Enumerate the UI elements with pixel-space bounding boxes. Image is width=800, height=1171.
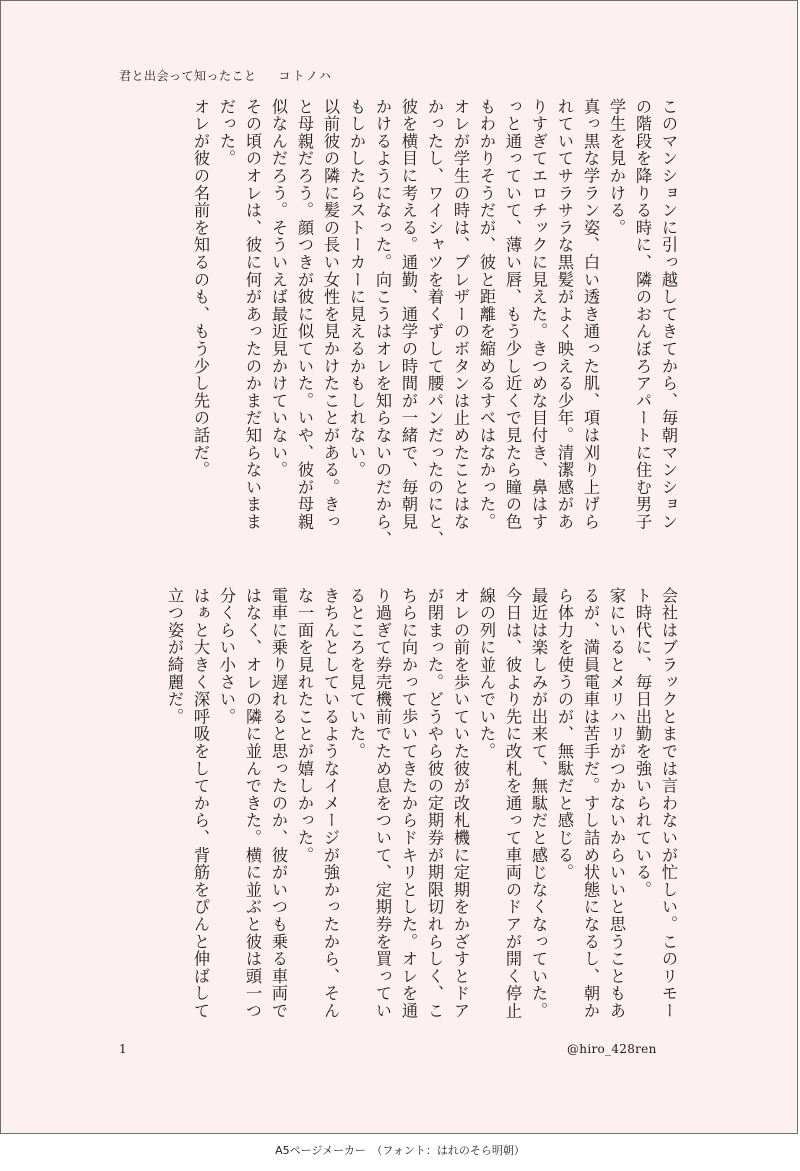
text-line: 以前彼の隣に髪の長い女性を見かけたことがある。きっ <box>321 98 340 531</box>
text-line: このマンションに引っ越してきてから、毎朝マンション <box>659 98 678 531</box>
text-line: れていてサラサラな黒髪がよく映える少年。清潔感があ <box>555 98 574 531</box>
text-line: 立つ姿が綺麗だ。 <box>165 587 184 726</box>
text-line: ト時代に、毎日出勤を強いられている。 <box>633 587 652 899</box>
text-line: ちらに向かって歩いてきたからドキリとした。オレを通 <box>399 587 418 1020</box>
text-block-top <box>187 98 681 553</box>
text-line: 線の列に並んでいた。 <box>477 587 496 760</box>
text-line: はなく、オレの隣に並んできた。横に並ぶと彼は頭一つ <box>243 587 262 1020</box>
generator-caption: A5ページメーカー （フォント：はれのそら明朝） <box>275 1144 525 1157</box>
text-line: 今日は、彼より先に改札を通って車両のドアが開く停止 <box>503 587 522 1020</box>
text-line: きちんとしているようなイメージが強かったから、そん <box>321 587 340 1020</box>
page-header <box>119 67 333 84</box>
text-line: と母親だろう。顔つきが彼に似ていた。いや、彼が母親 <box>295 98 314 531</box>
text-line: オレが学生の時は、ブレザーのボタンは止めたことはな <box>451 98 470 531</box>
text-line: 最近は楽しみが出来て、無駄だと感じなくなっていた。 <box>529 587 548 1020</box>
text-line: 電車に乗り遅れると思ったのか、彼がいつも乗る車両で <box>269 587 288 1020</box>
text-line: 会社はブラックとまでは言わないが忙しい。このリモー <box>659 587 678 1020</box>
text-line: り過ぎて券売機前でため息をついて、定期券を買ってい <box>373 587 392 1020</box>
text-line: りすぎてエロチックに見えた。きつめな目付き、鼻はす <box>529 98 548 531</box>
text-line: はぁと大きく深呼吸をしてから、背筋をぴんと伸ばして <box>191 587 210 1020</box>
text-line: 真っ黒な学ラン姿、白い透き通った肌、項は刈り上げら <box>581 98 600 531</box>
text-line: オレの前を歩いていた彼が改札機に定期をかざすとドア <box>451 587 470 1020</box>
text-line: 似なんだろう。そういえば最近見かけていない。 <box>269 98 288 479</box>
text-line: の階段を降りる時に、隣のおんぼろアパートに住む男子 <box>633 98 652 531</box>
text-line: だった。 <box>217 98 236 168</box>
text-line: が閉まった。どうやら彼の定期券が期限切れらしく、こ <box>425 587 444 1020</box>
text-line: かったし、ワイシャツを着くずして腰パンだったのにと、 <box>425 98 444 548</box>
text-line: るところを見ていた。 <box>347 587 366 760</box>
text-line: もしかしたらストーカーに見えるかもしれない。 <box>347 98 366 479</box>
text-line: っと通っていて、薄い唇、もう少し近くで見たら瞳の色 <box>503 98 522 531</box>
text-line: るが、満員電車は苦手だ。すし詰め状態になるし、朝か <box>581 587 600 1020</box>
text-line: オレが彼の名前を知るのも、もう少し先の話だ。 <box>191 98 210 479</box>
text-line: 彼を横目に考える。通勤、通学の時間が一緒で、毎朝見 <box>399 98 418 531</box>
text-line: 学生を見かける。 <box>607 98 626 237</box>
text-line: かけるようになった。向こうはオレを知らないのだから、 <box>373 98 392 548</box>
text-line: もわかりそうだが、彼と距離を縮めるすべはなかった。 <box>477 98 496 531</box>
author-name: コトノハ <box>278 69 333 83</box>
text-line: な一面を見れたことが嬉しかった。 <box>295 587 314 864</box>
text-line: 家にいるとメリハリがつかないからいいと思うこともあ <box>607 587 626 1020</box>
story-title: 君と出会って知ったこと <box>119 69 257 83</box>
text-line: その頃のオレは、彼に何があったのかまだ知らないまま <box>243 98 262 531</box>
page-number: 1 <box>119 1042 127 1056</box>
text-line: ら体力を使うのが、無駄だと感じる。 <box>555 587 574 882</box>
text-line: 分くらい小さい。 <box>217 587 236 726</box>
text-block-bottom <box>161 587 681 1043</box>
author-handle: @hiro_428ren <box>567 1042 657 1056</box>
